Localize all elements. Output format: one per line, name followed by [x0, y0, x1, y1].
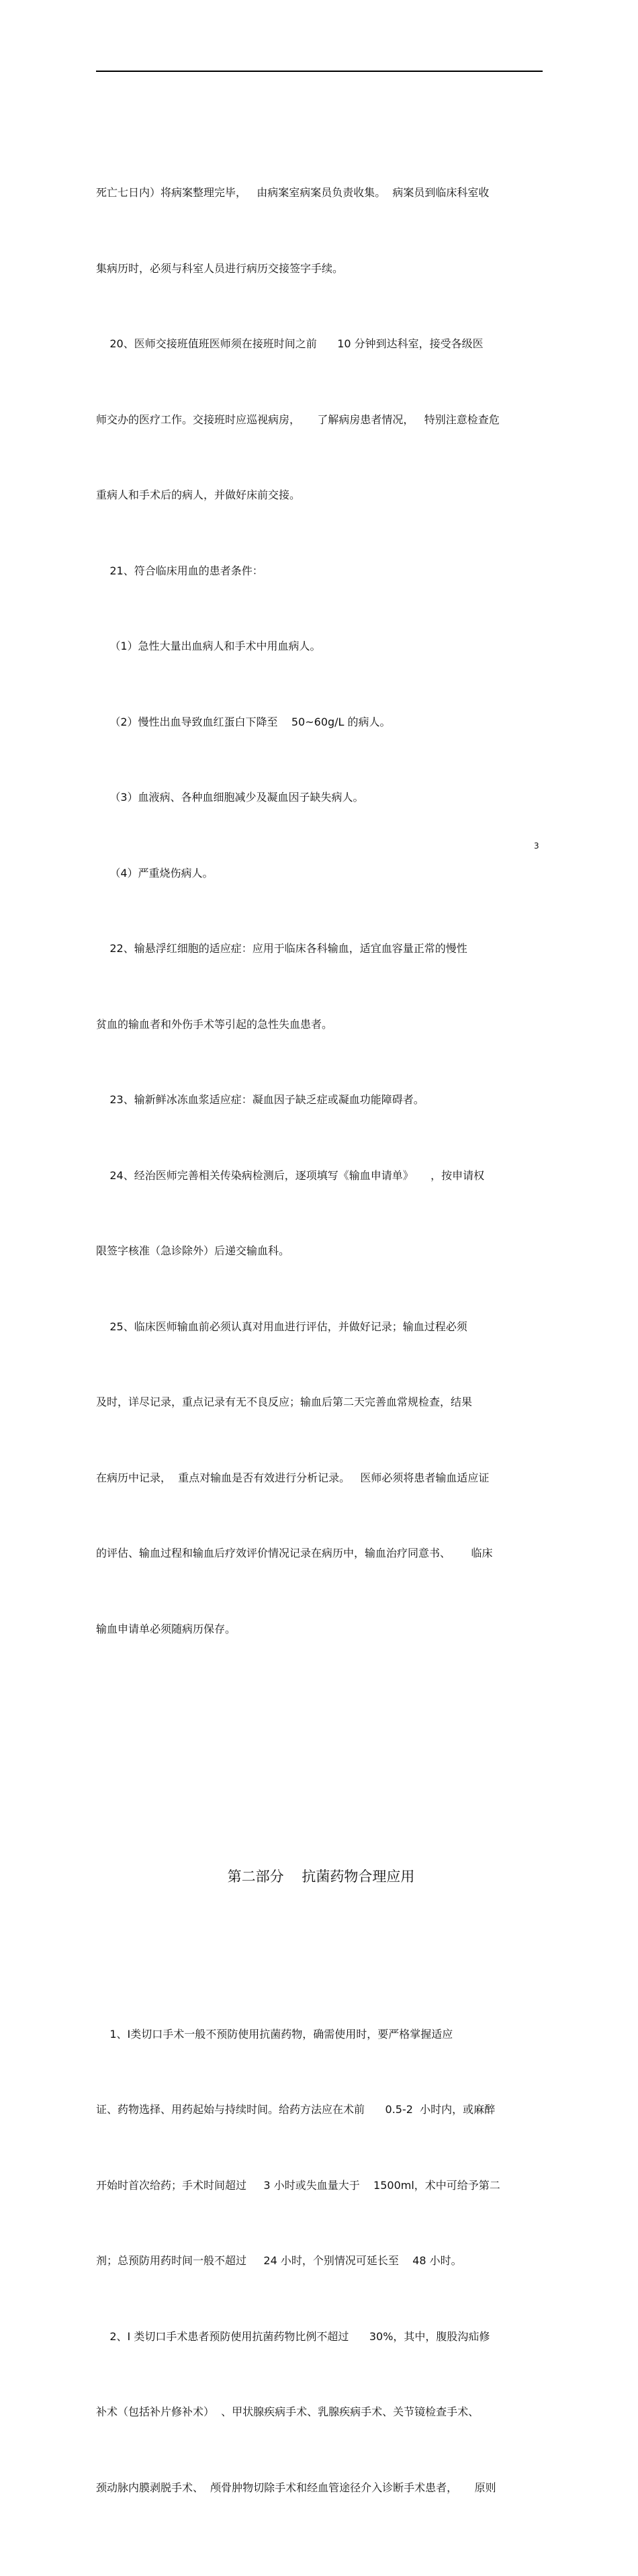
text-line: 20、医师交接班值班医师须在接班时间之前 10 分钟到达科室，接受各级医 — [96, 337, 484, 350]
text-line: 贫血的输血者和外伤手术等引起的急性失血患者。 — [96, 1017, 333, 1031]
text-line: 22、输悬浮红细胞的适应症：应用于临床各科输血，适宜血容量正常的慢性 — [96, 942, 467, 955]
text-line: 限签字核准（急诊除外）后递交输血科。 — [96, 1244, 290, 1257]
text-line: 的评估、输血过程和输血后疗效评价情况记录在病历中，输血治疗同意书、 临床 — [96, 1547, 493, 1559]
text-line: 补术（包括补片修补术） 、甲状腺疾病手术、乳腺疾病手术、关节镜检查手术、 — [96, 2405, 480, 2418]
text-line: 开始时首次给药；手术时间超过 3 小时或失血量大于 1500ml，术中可给予第二 — [96, 2178, 500, 2192]
part2-text — [96, 1971, 546, 2551]
text-line: 颈动脉内膜剥脱手术、 颅骨肿物切除手术和经血管途径介入诊断手术患者， 原则 — [96, 2481, 496, 2494]
page-number: 3 — [534, 841, 539, 851]
text-line: 死亡七日内）将病案整理完毕， 由病案室病案员负责收集。 病案员到临床科室收 — [96, 186, 490, 199]
section-heading: 第二部分 抗菌药物合理应用 — [227, 1869, 415, 1885]
text-line: 2、I 类切口手术患者预防使用抗菌药物比例不超过 30%，其中，腹股沟疝修 — [96, 2329, 490, 2343]
part1-text — [96, 130, 546, 1692]
text-line: 剂；总预防用药时间一般不超过 24 小时，个别情况可延长至 48 小时。 — [96, 2254, 462, 2267]
text-line: 在病历中记录， 重点对输血是否有效进行分析记录。 医师必须将患者输血适应证 — [96, 1471, 490, 1484]
text-line: 集病历时，必须与科室人员进行病历交接签字手续。 — [96, 261, 344, 275]
text-line: （4）严重烧伤病人。 — [96, 866, 214, 879]
text-line: 25、临床医师输血前必须认真对用血进行评估，并做好记录；输血过程必须 — [96, 1320, 467, 1333]
text-line: 重病人和手术后的病人，并做好床前交接。 — [96, 488, 301, 501]
text-line: 证、药物选择、用药起始与持续时间。给药方法应在术前 0.5-2 小时内，或麻醉 — [96, 2103, 496, 2116]
document-body — [96, 79, 546, 2576]
text-line: 1、Ⅰ类切口手术一般不预防使用抗菌药物，确需使用时，要严格掌握适应 — [96, 2027, 453, 2041]
text-line: （3）血液病、各种血细胞减少及凝血因子缺失病人。 — [96, 791, 364, 804]
header-rule — [96, 71, 543, 72]
text-line: 输血申请单必须随病历保存。 — [96, 1622, 236, 1635]
text-line: 师交办的医疗工作。交接班时应巡视病房， 了解病房患者情况， 特别注意检查危 — [96, 413, 500, 426]
text-line: 23、输新鲜冰冻血浆适应症：凝血因子缺乏症或凝血功能障碍者。 — [96, 1093, 424, 1106]
section-spacer — [96, 1768, 546, 1787]
text-line: 21、符合临床用血的患者条件： — [96, 564, 263, 577]
text-line: 24、经治医师完善相关传染病检测后，逐项填写《输血申请单》 ，按申请权 — [96, 1168, 485, 1182]
text-line: （1）急性大量出血病人和手术中用血病人。 — [96, 640, 321, 652]
text-line: （2）慢性出血导致血红蛋白下降至 50~60g/L 的病人。 — [96, 715, 391, 728]
text-line: 及时，详尽记录，重点记录有无不良反应；输血后第二天完善血常规检查，结果 — [96, 1396, 473, 1408]
